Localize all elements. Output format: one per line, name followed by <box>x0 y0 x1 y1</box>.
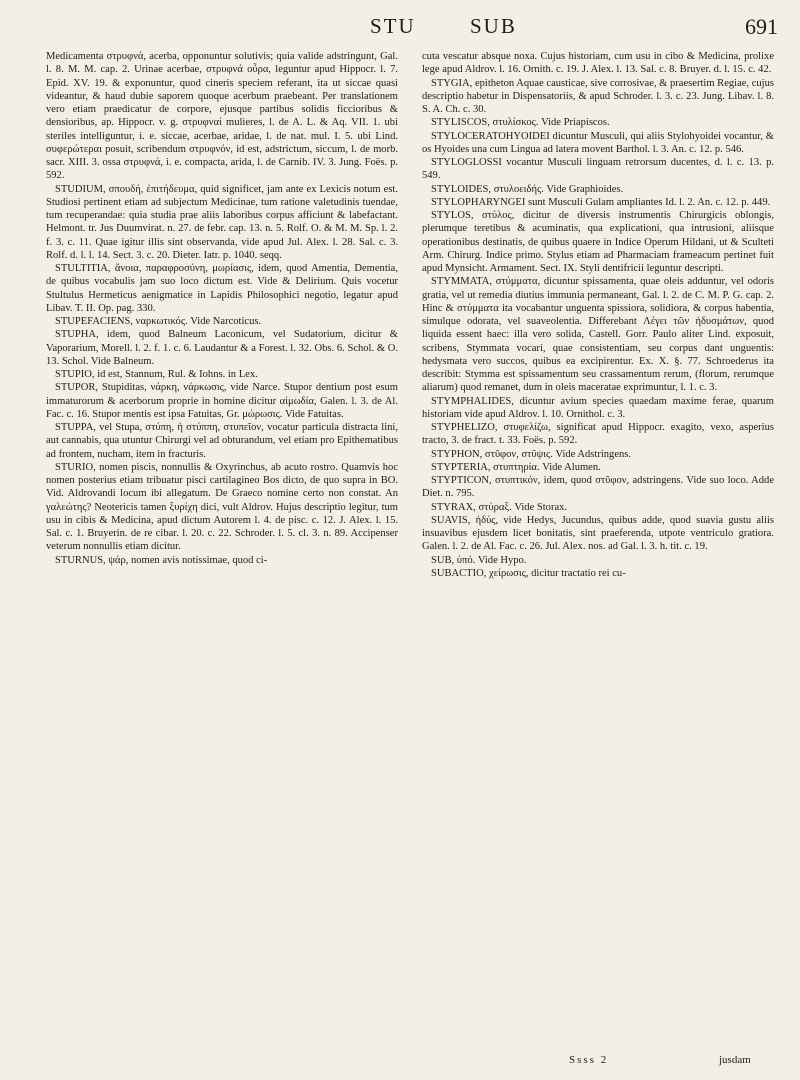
entry-sturnus-continued: cuta vescatur absque noxa. Cujus historiam, cum usu in cibo & Medicina, prolixe lege apud Aldrov. l. 16. Ornith. c. 19. J. Alex. l. 13. Sal. c. 8. Bruyer. d. l. 15. c. 42. <box>422 51 774 76</box>
entry-stylos: STYLOS, στύλος, dicitur de diversis instrumentis Chirurgicis oblongis, plerumque teretibus & acuminatis, qua explicationi, qua intrusioni, aliisque operationibus destinatis, de quibus quaere in Indice Operum Hildani, ut & Sculteti Arm. Chirurg. Indice primo. Stylus etiam ad Pharmaciam frameacum pertinet fuit apud Mynsicht. Armament. Sect. IX. Styli dentifricii leguntur descripti. <box>422 210 774 274</box>
entry-stymmata: STYMMATA, στύμματα, dicuntur spissamenta, quae oleis adduntur, vel odoris gratia, vel ut remedia diutius immunia permaneant, Gal. l. 2. de C. M. P. G. cap. 2. Hinc & στύμματα ita vocabantur unguenta spissiora, solidiora, & corpus habentia, simulque odorata, vel suaveolentia. Differebant Λέγει τῶν ἡδυσμάτων, quod liquida essent haec: illa vero solida, Castell. Gorr. Paulo aliter Lind. exposuit, scribens, Stymmata vocari, quae consistentiam, seu corpus dant unguentis: hedysmata vero succos, quibus ea excipirentur. Ex. X. §. 77. Schroederus ita describit: Stymma est spissamentum seu crassamentum rerum, (florum, rerumque aliarum) quod remanet, dum in oleis maceratae exprimuntur, l. 1. c. 3. <box>422 276 774 394</box>
entry-stupio: STUPIO, id est, Stannum, Rul. & Iohns. in Lex. <box>55 369 258 380</box>
page-number: 691 <box>745 14 778 39</box>
entry-stuppa: STUPPA, vel Stupa, στύπη, ἡ στύππη, στυπεῖον, vocatur particula distracta lini, aut cannabis, qua utuntur Chirurgi vel ad obturandum, vel etiam pro Epithematibus ad frontem, nucham, item in fracturis. <box>46 422 398 460</box>
entry-stupefaciens: STUPEFACIENS, ναρκωτικός. Vide Narcoticus. <box>55 316 262 327</box>
entry-sub: SUB, ὑπό. Vide Hypo. <box>431 554 527 566</box>
entry-stylopharyngei: STYLOPHARYNGEI sunt Musculi Gulam ampliantes Id. l. 2. An. c. 12. p. 449. <box>431 196 771 208</box>
entry-sturio: STURIO, nomen piscis, nonnullis & Oxyrinchus, ab acuto rostro. Quamvis hoc nomen posterius etiam tribuatur pisci cartilagineo Bos dicto, de quo supra in BO. Vid. Aldrovandi locum ibi allegatum. De Graeco nomine certo non constat. An γαλεώτης? Neotericis tamen ξυρίχη dici, vult Aldrov. Hujus descriptio legitur, tum usu in cibis & Medicina, apud dictum Autorem l. 4. de pisc. c. 12. J. Alex. l. 15. Sal. c. 1. Bruyerin. de re cibar. l. 20. c. 22. Schroder. l. 5. cl. 3. n. 89. Accipenser veterum nonnullis etiam dicitur. <box>46 461 398 553</box>
entry-styloides: STYLOIDES, στυλοειδής. Vide Graphioides. <box>431 183 624 195</box>
entry-subactio: SUBACTIO, χείρωσις, dicitur tractatio rei cu- <box>431 567 626 579</box>
running-head-right: SUB <box>470 14 517 38</box>
entry-studium: STUDIUM, σπουδή, ἐπιτήδευμα, quid significet, jam ante ex Lexicis notum est. Studiosi pertinent etiam ad subjectum Medicinae, tum ratione valetudinis tuendae, tum recuperandae: quia studia prae aliis laboribus corpus afficiunt & labefactant. Helmont. tr. Jus Duumvirat. n. 27. de febr. cap. 13. n. 5. Rolf. O. & M. M. Sp. l. 2. f. 3. c. 11. Quae igitur illis sint observanda, vide apud Jul. Alex. l. 28. Sal. c. 3. Rolf. d. l. l. 14. Sect. 3. c. 20. Dieter. Iatr. p. 1040. seqq. <box>46 183 398 261</box>
catchword: jusdam <box>719 1054 751 1066</box>
entry-suavis: SUAVIS, ἡδύς, vide Hedys, Jucundus, quibus adde, quod suavia gustu aliis insuavibus ejusdem licet bonitatis, sint praeferenda, utpote ventriculo gratiora. Galen. l. 2. de Al. Fac. c. 26. Jul. Alex. nos. ad Gal. l. 3. h. tit. c. 19. <box>422 514 774 553</box>
entry-styrax: STYRAX, στύραξ. Vide Storax. <box>431 501 568 513</box>
entry-stypticon: STYPTICON, στυπτικόν, idem, quod στῦφον, adstringens. Vide suo loco. Adde Diet. n. 795. <box>422 475 774 500</box>
signature-mark: Ssss 2 <box>569 1054 609 1066</box>
right-column <box>422 50 774 580</box>
left-column <box>46 50 398 567</box>
entry-styliscos: STYLISCOS, στυλίσκος. Vide Priapiscos. <box>431 117 610 129</box>
entry-styphon: STYPHON, στῦφον, στῦψις. Vide Adstringens. <box>431 448 632 460</box>
entry-styloceratohyoidei: STYLOCERATOHYOIDEI dicuntur Musculi, qui aliis Stylohyoidei vocantur, & os Hyoides una cum Lingua ad latera movent Barthol. l. 3. An. c. 12. p. 546. <box>422 130 774 155</box>
entry-styphelizo: STYPHELIZO, στυφελίζω, significat apud Hippocr. exagito, vexo, asperius tracto, 3. de fract. t. 33. Foës. p. 592. <box>422 422 774 447</box>
entry-stypteria: STYPTERIA, στυπτηρία. Vide Alumen. <box>431 461 601 473</box>
entry-stultitia: STULTITIA, ἄνοια, παραφροσύνη, μωρίασις, idem, quod Amentia, Dementia, de quibus vocabulis jam suo loco dictum est. Vide & Delirium. Quis vocetur Stultulus Hermeticus aenigmatice in Lapidis Philosophici negotio, legatur apud Libav. T. II. Op. pag. 330. <box>46 263 398 314</box>
running-head-left: STU <box>370 14 416 38</box>
entry-stupor: STUPOR, Stupiditas, νάρκη, νάρκωσις, vide Narce. Stupor dentium post esum immaturorum & acerborum proprie in homine dicitur αἱμωδία, Galen. l. 3. de Al. Fac. c. 16. Stupor mentis est ipsa Fatuitas, Gr. μώρωσις. Vide Fatuitas. <box>46 382 398 420</box>
entry-medicamenta: Medicamenta στρυφνά, acerba, opponuntur solutivis; quia valide adstringunt, Gal. l. 8. M. M. cap. 2. Urinae acerbae, στρυφνά οὖρα, leguntur apud Hippocr. l. 7. Epid. XV. 19. & exponuntur, quod cineris speciem referant, ita ut siccae quasi videantur, & haud dubie saporem quoque acerbum praebeant. Per translationem vero etiam praedicatur de corpore, ejusque partibus solidis ficcioribus & densioribus, ap. Hippocr. v. g. στρυφναί mulieres, l. de A. L. & Aq. VII. 1. ubi steriles intelliguntur, i. e. siccae, acerbae, aridae, l. de nat. mul. I. 5. ubi Lind. συφερώτεραι posuit, scribendum στρυφνόν, id est, adstrictum, siccum, l. de morb. sacr. XIII. 3. ossa στρυφνά, i. e. compacta, arida, l. de Carnib. IV. 3. Jung. Foës. p. 592. <box>46 51 398 182</box>
entry-stymphalides: STYMPHALIDES, dicuntur avium species quaedam maxime ferae, quarum historiam vide apud Aldrov. l. 10. Ornithol. c. 3. <box>422 395 774 420</box>
entry-sturnus: STURNUS, ψάρ, nomen avis notissimae, quod ci- <box>55 554 268 566</box>
entry-styloglossi: STYLOGLOSSI vocantur Musculi linguam retrorsum ducentes, d. l. c. 13. p. 549. <box>422 157 774 182</box>
entry-stupha: STUPHA, idem, quod Balneum Laconicum, vel Sudatorium, dicitur & Vaporarium, Morell. l. 2. f. 1. c. 6. Laudantur & a Forest. l. 32. Obs. 6. Schol. & O. 13. Schol. Vide Balneum. <box>46 329 398 367</box>
entry-stygia: STYGIA, epitheton Aquae causticae, sive corrosivae, & praesertim Regiae, cujus descriptio habetur in Dispensatoriis, & apud Schroder. l. 3. c. 23. Jung. Libav. l. 8. S. A. Ch. c. 30. <box>422 77 774 115</box>
